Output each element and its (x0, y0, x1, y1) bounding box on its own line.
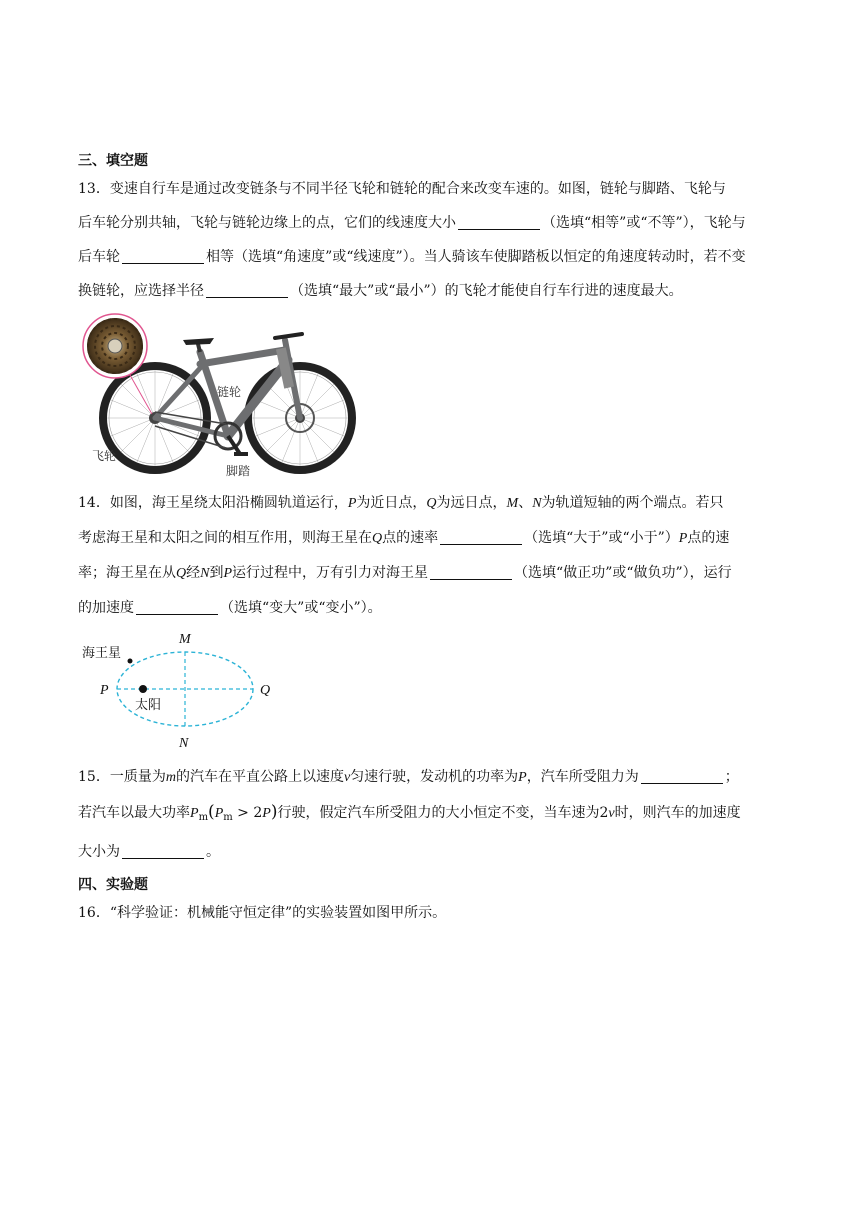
subscript-m: m (223, 812, 233, 823)
answer-blank[interactable] (122, 245, 204, 264)
answer-blank[interactable] (136, 596, 218, 615)
q15-text: 一质量为 (109, 769, 166, 785)
q15-text: 的汽车在平直公路上以速度 (175, 769, 344, 785)
orbit-figure (78, 626, 288, 752)
symbol-P: P (518, 770, 527, 785)
handlebar (275, 334, 302, 338)
symbol-Q: Q (176, 566, 187, 581)
q13-line-4 (78, 274, 788, 308)
pedal (234, 452, 248, 456)
q14-text: （选填“变大”或“变小”）。 (220, 600, 382, 616)
symbol-N: N (532, 496, 542, 511)
q14-text: （选填“做正功”或“做负功”），运行 (514, 565, 732, 581)
number-2: 2 (599, 805, 609, 821)
question-15 (78, 760, 788, 869)
q16-number: 16． (78, 905, 110, 921)
q14-text: 经 (186, 565, 201, 581)
q13-line-3 (78, 240, 788, 274)
q14-text: 的加速度 (78, 600, 134, 616)
q15-text: 。 (206, 844, 220, 860)
q13-text-2a: 后车轮分别共轴，飞轮与链轮边缘上的点，它们的线速度大小 (78, 215, 456, 231)
q15-text: 时，则汽车的加速度 (614, 805, 741, 821)
q15-text: ，汽车所受阻力为 (526, 769, 639, 785)
q14-text: 点的速 (687, 530, 730, 546)
q16-text: “科学验证：机械能守恒定律”的实验装置如图甲所示。 (109, 905, 447, 921)
planet-dot (128, 659, 133, 664)
q14-line-3 (78, 556, 788, 591)
q14-text: 为轨道短轴的两个端点。若只 (541, 495, 724, 511)
symbol-P: P (678, 531, 688, 546)
label-flywheel: 飞轮 (92, 449, 117, 463)
section-heading-experiment: 四、实验题 (78, 877, 148, 893)
symbol-v: v (343, 770, 351, 785)
q13-number: 13． (78, 181, 110, 197)
label-chainring: 链轮 (217, 385, 242, 399)
q14-text: 如图，海王星绕太阳沿椭圆轨道运行， (109, 495, 348, 511)
answer-blank[interactable] (458, 211, 540, 230)
q14-text: 到 (209, 565, 224, 581)
q14-number: 14． (78, 495, 110, 511)
saddle (183, 338, 214, 345)
q13-text-2b: （选填“相等”或“不等”），飞轮与 (542, 215, 746, 231)
symbol-P: P (347, 496, 357, 511)
question-16 (78, 896, 788, 930)
symbol-P: P (223, 566, 233, 581)
subscript-m: m (198, 812, 209, 823)
paren-close: ) (270, 802, 278, 822)
answer-blank[interactable] (641, 765, 723, 784)
label-Q: Q (260, 683, 271, 698)
q15-line-3 (78, 835, 788, 869)
symbol-N: N (200, 566, 210, 581)
symbol-M: M (506, 496, 519, 511)
relation-text: > 2 (232, 805, 263, 821)
q13-text-3a: 后车轮 (78, 249, 120, 265)
q14-line-4 (78, 591, 788, 625)
symbol-Q: Q (372, 531, 383, 546)
q14-text: 点的速率 (382, 530, 439, 546)
q15-line-2 (78, 795, 788, 835)
q13-line-2 (78, 206, 788, 240)
bicycle-figure (80, 308, 360, 478)
label-sun: 太阳 (135, 698, 162, 713)
q13-text-1: 变速自行车是通过改变链条与不同半径飞轮和链轮的配合来改变车速的。如图，链轮与脚踏、飞轮与 (109, 181, 726, 197)
question-13 (78, 172, 788, 308)
q14-line-2 (78, 521, 788, 556)
label-N: N (179, 736, 189, 751)
symbol-v: v (608, 806, 615, 821)
q16-line-1 (78, 896, 788, 930)
symbol-Q: Q (426, 496, 437, 511)
label-M: M (179, 632, 191, 647)
q14-line-1 (78, 486, 788, 521)
symbol-Pm: P (214, 806, 224, 821)
label-planet: 海王星 (82, 646, 122, 661)
answer-blank[interactable] (430, 561, 512, 580)
q14-text: 为近日点， (356, 495, 427, 511)
q15-text: 若汽车以最大功率 (78, 805, 190, 821)
q14-text: 运行过程中，万有引力对海王星 (232, 565, 429, 581)
question-14 (78, 486, 788, 625)
q14-text: 考虑海王星和太阳之间的相互作用，则海王星在 (78, 530, 372, 546)
q14-text: 为远日点， (436, 495, 507, 511)
label-P: P (100, 683, 109, 698)
paren-open: ( (208, 802, 215, 822)
q14-text: 、 (518, 495, 533, 511)
q14-text: 率；海王星在从 (78, 565, 176, 581)
sun-dot (139, 685, 147, 693)
answer-blank[interactable] (122, 840, 204, 859)
q13-text-4a: 换链轮，应选择半径 (78, 283, 204, 299)
q13-line-1 (78, 172, 788, 206)
q15-number: 15． (78, 769, 110, 785)
label-pedal: 脚踏 (226, 464, 251, 478)
q13-text-3b: 相等（选填“角速度”或“线速度”）。当人骑该车使脚踏板以恒定的角速度转动时，若不变 (206, 249, 746, 265)
symbol-P: P (262, 806, 271, 821)
q15-line-1 (78, 760, 788, 795)
answer-blank[interactable] (440, 526, 522, 545)
q15-text: ； (724, 769, 739, 785)
symbol-m: m (165, 770, 176, 785)
q13-text-4b: （选填“最大”或“最小”）的飞轮才能使自行车行进的速度最大。 (290, 283, 683, 299)
q15-text: 大小为 (78, 844, 120, 860)
symbol-Pm: P (190, 806, 199, 821)
q14-text: （选填“大于”或“小于”） (524, 530, 679, 546)
section-heading-fill-blank: 三、填空题 (78, 153, 148, 169)
q15-text: 匀速行驶，发动机的功率为 (350, 769, 519, 785)
answer-blank[interactable] (206, 279, 288, 298)
q15-text: 行驶，假定汽车所受阻力的大小恒定不变，当车速为 (277, 805, 600, 821)
